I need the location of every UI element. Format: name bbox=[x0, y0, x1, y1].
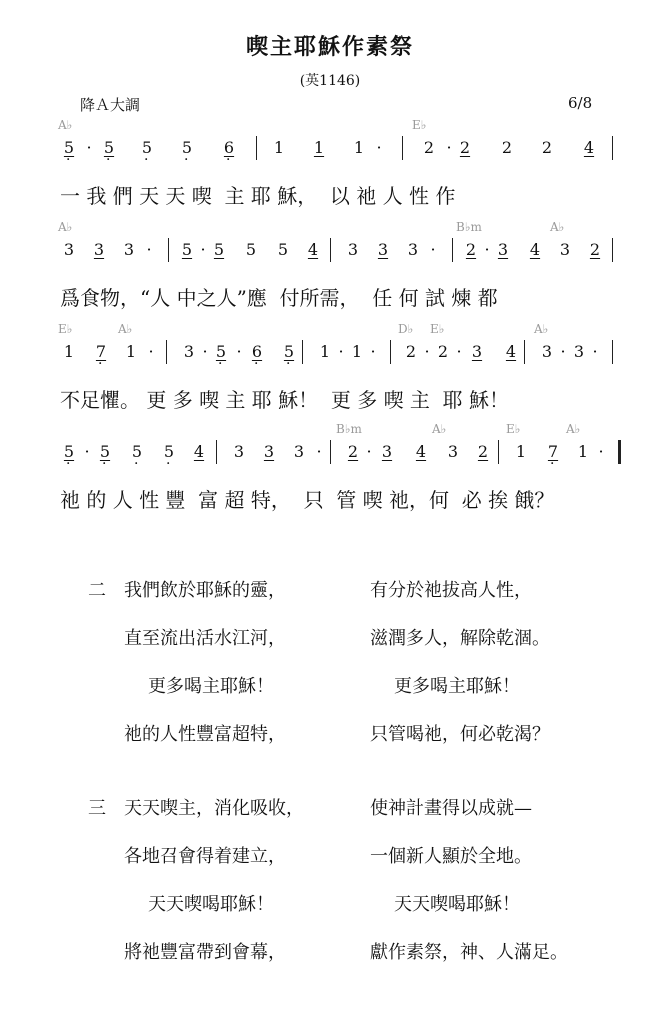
barline bbox=[330, 440, 331, 464]
note: 3 bbox=[541, 342, 553, 361]
note: 1 bbox=[353, 138, 365, 157]
note: 3 bbox=[381, 442, 393, 461]
barline bbox=[302, 340, 303, 364]
verse-line-left: 天天喫主，消化吸收， bbox=[124, 798, 304, 819]
note: 5 bbox=[181, 240, 193, 259]
note: 3 bbox=[573, 342, 585, 361]
note: 2 bbox=[541, 138, 553, 157]
note: · bbox=[366, 442, 372, 461]
note: 3 bbox=[63, 240, 75, 259]
note: 1 bbox=[125, 342, 137, 361]
barline bbox=[256, 136, 257, 160]
note: 3 bbox=[347, 240, 359, 259]
barline bbox=[216, 440, 217, 464]
barline bbox=[166, 340, 167, 364]
note: 2 bbox=[405, 342, 417, 361]
chord-symbol: B♭m bbox=[456, 220, 482, 234]
chord-symbol: A♭ bbox=[432, 422, 447, 436]
verse-line-right: 獻作素祭，神、人滿足。 bbox=[370, 942, 568, 963]
note: 4 bbox=[307, 240, 319, 259]
note: 5 · bbox=[102, 138, 116, 158]
barline bbox=[168, 238, 169, 262]
note: · bbox=[86, 138, 92, 157]
note: 1 bbox=[313, 138, 325, 157]
chord-symbol: A♭ bbox=[58, 118, 73, 132]
verse-line-right: 使神計畫得以成就— bbox=[370, 798, 532, 819]
note: · bbox=[430, 240, 436, 259]
note: · bbox=[376, 138, 382, 157]
barline bbox=[612, 340, 613, 364]
note: 3 bbox=[183, 342, 195, 361]
note: · bbox=[560, 342, 566, 361]
note: · bbox=[456, 342, 462, 361]
barline bbox=[498, 440, 499, 464]
lyric-line: 爲食物，“人 中之人”應 付所需， 任 何 試 煉 都 bbox=[60, 286, 498, 310]
note: 4 bbox=[193, 442, 205, 461]
chord-symbol: A♭ bbox=[550, 220, 565, 234]
note: · bbox=[236, 342, 242, 361]
note: 4 bbox=[505, 342, 517, 361]
note: 1 bbox=[577, 442, 589, 461]
note: 3 bbox=[377, 240, 389, 259]
note: · bbox=[338, 342, 344, 361]
verse-line-right: 只管喝祂，何必乾渴？ bbox=[370, 724, 550, 745]
verse-line-right: 更多喝主耶穌！ bbox=[394, 676, 520, 697]
chord-symbol: E♭ bbox=[412, 118, 427, 132]
note: 5 · bbox=[162, 442, 176, 462]
note: 1 bbox=[273, 138, 285, 157]
note: 3 bbox=[93, 240, 105, 259]
key-signature: 降Ａ大調 bbox=[80, 96, 141, 114]
note: 2 bbox=[423, 138, 435, 157]
music-system bbox=[0, 118, 660, 218]
verse-line-left: 直至流出活水江河， bbox=[124, 628, 286, 649]
barline bbox=[390, 340, 391, 364]
note: · bbox=[370, 342, 376, 361]
note: · bbox=[598, 442, 604, 461]
verse-line-right: 天天喫喝耶穌！ bbox=[394, 894, 520, 915]
note: 5 · bbox=[140, 138, 154, 158]
note: · bbox=[146, 240, 152, 259]
note: 5 bbox=[245, 240, 257, 259]
note: 3 bbox=[293, 442, 305, 461]
verse-line-left: 將祂豐富帶到會幕， bbox=[124, 942, 286, 963]
note: 5 · bbox=[130, 442, 144, 462]
music-system bbox=[0, 322, 660, 422]
note: 2 bbox=[459, 138, 471, 157]
note: 2 bbox=[589, 240, 601, 259]
chord-symbol: A♭ bbox=[58, 220, 73, 234]
verse-line-left: 我們飲於耶穌的靈， bbox=[124, 580, 286, 601]
verse-line-left: 各地召會得着建立， bbox=[124, 846, 286, 867]
chord-symbol: E♭ bbox=[506, 422, 521, 436]
note: 3 bbox=[233, 442, 245, 461]
note: · bbox=[446, 138, 452, 157]
note: 4 bbox=[583, 138, 595, 157]
final-barline bbox=[618, 440, 621, 464]
barline bbox=[612, 136, 613, 160]
lyric-line: 一 我 們 天 天 喫 主 耶 穌， 以 祂 人 性 作 bbox=[60, 184, 456, 208]
note: 2 bbox=[437, 342, 449, 361]
note: 4 bbox=[529, 240, 541, 259]
chord-symbol: E♭ bbox=[58, 322, 73, 336]
note: 5 bbox=[213, 240, 225, 259]
note: 1 bbox=[351, 342, 363, 361]
note: 3 bbox=[447, 442, 459, 461]
note: 3 bbox=[497, 240, 509, 259]
note: 5 · bbox=[98, 442, 112, 462]
note: 2 bbox=[477, 442, 489, 461]
note: 7 · bbox=[94, 342, 108, 362]
note: · bbox=[200, 240, 206, 259]
note: 6 · bbox=[222, 138, 236, 158]
verse-line-left: 祂的人性豐富超特， bbox=[124, 724, 286, 745]
chord-symbol: A♭ bbox=[118, 322, 133, 336]
note: 3 bbox=[123, 240, 135, 259]
note: · bbox=[316, 442, 322, 461]
note: 5 bbox=[277, 240, 289, 259]
time-signature: 6/8 bbox=[568, 94, 593, 112]
hymn-subtitle: (英1146) bbox=[299, 73, 361, 89]
note: 5 · bbox=[180, 138, 194, 158]
chord-symbol: A♭ bbox=[534, 322, 549, 336]
note: · bbox=[424, 342, 430, 361]
note: 5 · bbox=[62, 442, 76, 462]
note: 3 bbox=[559, 240, 571, 259]
barline bbox=[612, 238, 613, 262]
lyric-line: 祂 的 人 性 豐 富 超 特， 只 管 喫 祂，何 必 挨 餓？ bbox=[60, 488, 555, 512]
note: 7 · bbox=[546, 442, 560, 462]
note: 4 bbox=[415, 442, 427, 461]
verse-line-left: 更多喝主耶穌！ bbox=[148, 676, 274, 697]
note: 3 bbox=[263, 442, 275, 461]
chord-symbol: E♭ bbox=[430, 322, 445, 336]
note: · bbox=[84, 442, 90, 461]
note: 3 bbox=[471, 342, 483, 361]
verse-line-right: 滋潤多人，解除乾涸。 bbox=[370, 628, 550, 649]
verse-line-right: 一個新人顯於全地。 bbox=[370, 846, 532, 867]
verse-number: 三 bbox=[88, 798, 106, 819]
barline bbox=[330, 238, 331, 262]
verse-line-right: 有分於祂拔高人性， bbox=[370, 580, 532, 601]
note: 1 bbox=[515, 442, 527, 461]
note: 1 bbox=[63, 342, 75, 361]
note: 5 · bbox=[214, 342, 228, 362]
note: 2 bbox=[347, 442, 359, 461]
note: · bbox=[592, 342, 598, 361]
note: 3 bbox=[407, 240, 419, 259]
barline bbox=[452, 238, 453, 262]
barline bbox=[402, 136, 403, 160]
verse-line-left: 天天喫喝耶穌！ bbox=[148, 894, 274, 915]
chord-symbol: A♭ bbox=[566, 422, 581, 436]
note: · bbox=[148, 342, 154, 361]
hymn-title: 喫主耶穌作素祭 bbox=[245, 34, 414, 60]
chord-symbol: D♭ bbox=[398, 322, 414, 336]
note: 1 bbox=[319, 342, 331, 361]
lyric-line: 不足懼。 更 多 喫 主 耶 穌！ 更 多 喫 主 耶 穌！ bbox=[60, 388, 510, 412]
note: 5 · bbox=[282, 342, 296, 362]
note: 2 bbox=[501, 138, 513, 157]
note: 6 · bbox=[250, 342, 264, 362]
music-system bbox=[0, 220, 660, 320]
music-system bbox=[0, 422, 660, 522]
note: 5 · bbox=[62, 138, 76, 158]
note: · bbox=[484, 240, 490, 259]
note: 2 bbox=[465, 240, 477, 259]
chord-symbol: B♭m bbox=[336, 422, 362, 436]
verse-number: 二 bbox=[88, 580, 106, 601]
barline bbox=[524, 340, 525, 364]
note: · bbox=[202, 342, 208, 361]
